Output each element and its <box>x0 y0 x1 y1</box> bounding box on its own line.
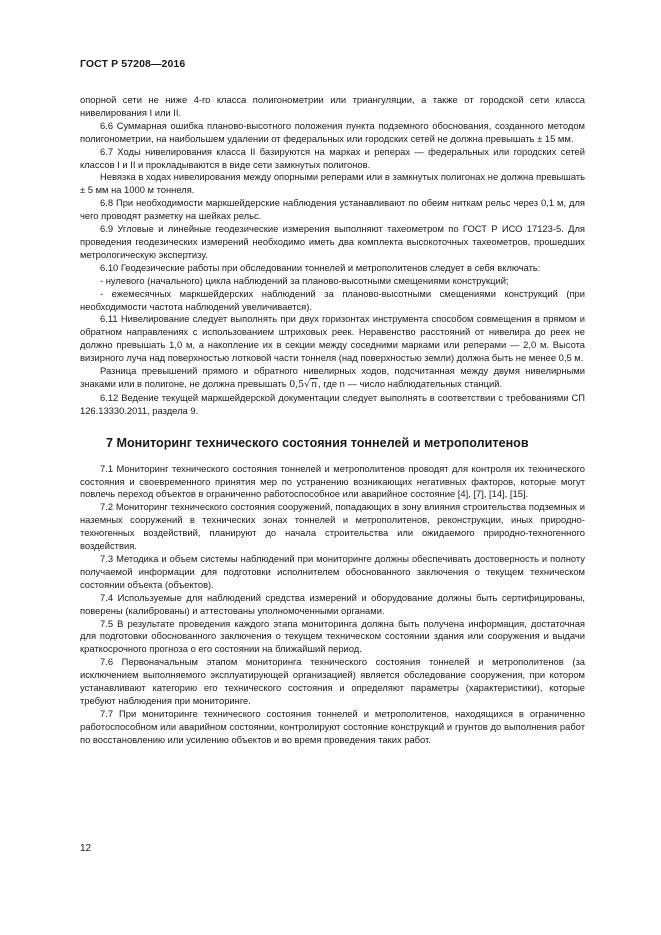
paragraph: 6.10 Геодезические работы при обследовании тоннелей и метрополитенов следует в себя включать: <box>100 261 541 273</box>
paragraph: 6.6 Суммарная ошибка планово-высотного положения пункта подземного обоснования, созданного методом полигонометрии, на наибольшем удалении от федеральных или городских сетей не должна превышать ± 15 мм. <box>80 119 585 144</box>
paragraph: опорной сети не ниже 4-го класса полигонометрии или триангуляции, а также от городской сети класса нивелирования I или II. <box>80 94 585 118</box>
paragraph: 7.5 В результате проведения каждого этапа мониторинга должна быть получена информация, достаточная для подготовки обоснованного заключения о текущем техническом состоянии здания или сооружения и выдачи краткосрочного прогноза о его состоянии на ближайший период. <box>80 617 585 655</box>
paragraph: 6.7 Ходы нивелирования класса II базируются на марках и реперах — федеральных или городских сетей классов I и II и прокладываются в виде сети замкнутых полигонов. <box>80 145 585 170</box>
paragraphs-block-c <box>80 463 585 747</box>
formula-coefficient: 0,5 <box>289 378 305 390</box>
sqrt-icon: √ <box>304 378 311 390</box>
document-header: ГОСТ Р 57208—2016 <box>80 58 186 70</box>
paragraph: 7.3 Методика и объем системы наблюдений при мониторинге должны обеспечивать достоверность и полноту получаемой информации для подготовки исполнителем обоснованного заключения о текущем техническом состоянии объекта (объектов). <box>80 553 585 590</box>
paragraphs-block-b <box>80 392 585 418</box>
paragraph: 7.7 При мониторинге технического состояния тоннелей и метрополитенов, находящихся в ограниченно работоспособном или аварийном состоянии, контролируют состояние конструкций и грунтов до выполнения работ по восстановлению или усилению объектов и во время проведения таких работ. <box>80 707 585 745</box>
formula-variable: n <box>311 378 318 390</box>
section-title: 7 Мониторинг технического состояния тоннелей и метрополитенов <box>106 435 529 450</box>
paragraphs-block-a <box>80 94 585 365</box>
paragraph: 6.8 При необходимости маркшейдерские наблюдения устанавливают по обеим ниткам рельс через 0,1 м, для чего проводят разметку на шейках рельс. <box>80 197 585 222</box>
document-page <box>80 58 585 747</box>
paragraph: - ежемесячных маркшейдерских наблюдений за планово-высотными смещениями конструкций (при необходимости частота наблюдений увеличивается). <box>80 287 585 312</box>
paragraph: Невязка в ходах нивелирования между опорными реперами или в замкнутых полигонах не должна превышать ± 5 мм на 1000 м тоннеля. <box>80 171 585 196</box>
paragraph: 7.2 Мониторинг технического состояния сооружений, попадающих в зону влияния строительства подземных и наземных сооружений в технических зонах тоннелей и метрополитенов, реконструкции, иных природно-техногенных воздействий, планируют до начала строительства или ожидаемого природно-техногенного воздействия. <box>80 501 585 552</box>
paragraph: 6.11 Нивелирование следует выполнять при двух горизонтах инструмента способом совмещения в прямом и обратном направлениях с использованием штриховых реек. Неравенство расстояний от нивелира до реек не должно превышать 1,0 м, а накопление их в секции между соседними марками или реперами — 2,0 м. Высота визирного луча над поверхностью лотковой части тоннеля (над поверхностью земли) должна быть не менее 0,5 м. <box>80 313 585 364</box>
paragraph: 6.12 Ведение текущей маркшейдерской документации следует выполнять в соответствии с требованиями СП 126.13330.2011, раздела 9. <box>80 391 585 416</box>
paragraph: 7.4 Используемые для наблюдений средства измерений и оборудование должны быть сертифицированы, поверены (калиброваны) и аттестованы уполномоченными органами. <box>80 591 585 616</box>
paragraph: 7.1 Мониторинг технического состояния тоннелей и метрополитенов проводят для контроля их технического состояния и своевременного принятия мер по устранению возникающих негативных факторов, которые могут повлечь переход объектов в ограниченно работоспособное или аварийное состояние [4], [7], [14], [15]. <box>80 462 585 500</box>
paragraph: 6.9 Угловые и линейные геодезические измерения выполняют тахеометром по ГОСТ Р ИСО 17123-5. Для проведения геодезических измерений необходимо иметь два комплекта высокоточных тахеометров, прошедших метрологическую экспертизу. <box>80 223 585 260</box>
formula-text-after: , где n — число наблюдательных станций. <box>318 377 503 389</box>
page-number: 12 <box>80 843 92 854</box>
paragraph: 7.6 Первоначальным этапом мониторинга технического состояния тоннелей и метрополитенов (за исключением выполняемого эксплуатирующей организацией) является обследование сооружения, при котором устанавливают категорию его технического состояния и определяют параметры (характеристики), которые требуют наблюдения при мониторинге. <box>80 656 585 706</box>
paragraph: - нулевого (начального) цикла наблюдений за планово-высотными смещениями конструкций; <box>100 274 509 286</box>
tolerance-formula <box>289 378 318 390</box>
formula-paragraph <box>80 365 585 392</box>
formula-text-before: Разница превышений прямого и обратного нивелирных ходов, подсчитанная между двумя нивелирными знаками или в полигоне, не должна превышать <box>80 365 585 389</box>
